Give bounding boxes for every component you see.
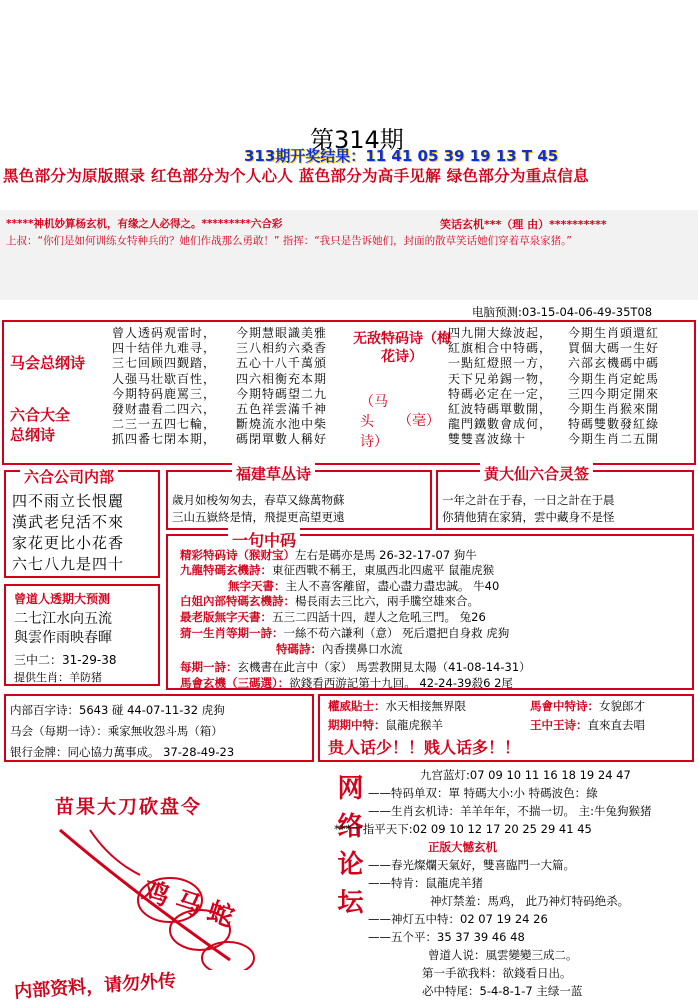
forum-lines: 九宫蓝灯:07 09 10 11 16 18 19 24 47 ——特码单双：單 特碼大小:小 特碼波色：綠 ——生肖玄机诗：羊羊年年，不揣一切。 主:牛兔狗猴猪 ***十指平天下:02 09 10 12 17 20 25 29 41 45 正版大憾玄机 ——春光燦爛天氣好，雙喜臨門一大篇。 ——特肯：鼠龍虎羊猪 神灯禁羞：馬鸡， 此乃神灯特码绝杀。 ——神灯五中特：02 07 19 24 26 ——五个平：35 37 39 46 48 曾道人说：風雲變變三成二。 第一手欲我料：欲錢看日出。 必中特尾：5-4-8-1-7 主绿一蓝 [334, 768, 652, 998]
center-char: （亳） [398, 413, 440, 429]
zeng-provider: 提供生肖：羊防猪 [14, 671, 102, 684]
fujian-title: 福建草丛诗 [232, 463, 315, 484]
wong-tai-sin-title: 黄大仙六合灵签 [480, 463, 593, 484]
sword-zodiac-text: 鸡马蛇 [138, 875, 246, 936]
slogan: 贵人话少！！贱人话多！！ [328, 738, 521, 757]
poem-col-c: 四九開大綠波起， 紅旗相合中特碼， 一點紅燈照一方， 天下兄弟錫一物， 特碼必定在一定， 紅波特碼單數開， 龍門鐵數會成何， 雙雙喜波綠十 [448, 326, 553, 447]
horse-head-poem-label: （马 头 诗） [360, 394, 388, 450]
center-line: 精彩特码诗（猴财宝）左右是碼亦是馬 26-32-17-07 狗牛 [180, 548, 477, 562]
wong-tai-sin-text: 一年之計在于春，一日之計在于晨 你猜他猜在家猜，雲中藏身不是怪 [442, 493, 615, 524]
liuhe-company-title: 六合公司内部 [20, 466, 118, 487]
zeng-forecast-text: 二七江水向五流 與雲作雨映春暉 [14, 611, 112, 646]
result-line [244, 145, 558, 166]
color-legend: 黑色部分为原版照录 红色部分为个人心人 蓝色部分为高手见解 绿色部分为重点信息 [3, 167, 589, 185]
label-mahui-poem: 马会总纲诗 [10, 354, 86, 372]
intro-line1-left: *****神机妙算杨玄机，有缘之人必得之。*********六合彩 [6, 218, 283, 230]
intro-joke: 上叔：“你们是如何训练女特种兵的？她们作战那么勇敢！” 指挥：“我只是告诉她们，封面的散草笑话她们穿着草泉家猪。” [6, 235, 572, 247]
zeng-forecast-title: 曾道人透期大预测 [14, 592, 111, 606]
center-line: 每期一詩：玄機書在此言中（家） 馬雲教開見太陽（41-08-14-31） [180, 660, 531, 674]
authority-tip: 權威貼士：水天相接無界限 [328, 699, 466, 713]
result-numbers: 11 41 05 39 19 13 T 45 [365, 147, 559, 165]
label-liuhe-poem: 六合大全总纲诗 [10, 406, 71, 444]
big-sword-title: 苗果大刀砍盘令 [55, 796, 203, 818]
lower-left-text: 内部百字诗：5643 碰 44-07-11-32 虎狗 马会（每期一诗）：乘家無收怨斗馬（箱） 银行金牌：同心協力萬事成。 37-28-49-23 [10, 703, 235, 759]
liuhe-company-text: 四不雨立长恨麗 漢武老兒活不來 家花更比小花香 六七八九是四十 [12, 492, 125, 573]
king-poem: 王中王诗：直來直去唱 [530, 718, 645, 732]
center-line: 最老版無字天書：五三二四話十四，趕人之危吼三門。 兔26 [180, 610, 486, 624]
computer-forecast: 电脑预测:03-15-04-06-49-35T08 [472, 305, 653, 319]
center-line: 九龍特碼玄機詩：東征西戰不稱王，東風西北四處平 鼠龍虎猴 [180, 563, 495, 577]
center-line: 無字天書：主人不喜客離留，盡心盡力盡忠誠。 牛40 [228, 579, 500, 593]
poem-col-b: 今期慧眼識美雅 三八相約六桑香 五心十八千萬頒 四六相衡充本期 今期特碼望二九 五色祥雲滿千神 斷燒流水池中柴 碼閉單數人稱好 [236, 326, 328, 447]
poem-col-d: 今期生肖頭還紅 買個大碼一生好 六部玄機碼中碼 今期生肖定蛇馬 三四今期定開來 今期生肖猴來開 特碼雙數發紅綠 今期生肖二五開 [568, 326, 660, 447]
center-title: 一句中码 [228, 528, 300, 551]
intro-line1-right: 笑话玄机***（理 由）********** [440, 218, 607, 231]
center-line: 馬會玄機（三碼選）：欲錢看西游記第十九回。 42-24-39殺6 2尾 [180, 676, 513, 690]
center-line: 特碼詩：內香撲鼻口水流 [276, 642, 403, 656]
issue-number: 第314期 [310, 126, 404, 154]
forum-vertical-title: 网络论坛 [333, 774, 363, 926]
center-poem-title: 无敌特码诗（梅花诗） [353, 331, 451, 365]
center-line: 猜一生肖等期一詩：一絲不苟六謙利（意） 死后還把自身救 虎狗 [180, 626, 510, 640]
result-label: 313期开奖结果： [244, 147, 366, 165]
internal-material-footer: 内部资料，请勿外传 [13, 970, 177, 1003]
fujian-text: 歲月如梭匆匆去，春草又綠萬物蘇 三山五嶽終是情，飛提更高望更遠 [172, 493, 345, 524]
poem-col-a: 曾人透码观雷时， 四十结伴九难寻， 三七回顾四觐踏， 人强马壮歇百性， 今期特码鹿罵三， 發财盡看二四六， 二三一五四七輪， 抓四番七閉本期， [112, 326, 217, 447]
zeng-three-in-two: 三中二：31-29-38 [14, 653, 117, 667]
center-line: 白姐內部特碼玄機詩：楊長雨去三比六，兩手騰空雄來合。 [180, 594, 479, 608]
every-period-hit: 期期中特：鼠龍虎猴羊 [328, 718, 443, 732]
hk-special-poem: 馬會中特诗：女貌郎才 [530, 699, 645, 713]
